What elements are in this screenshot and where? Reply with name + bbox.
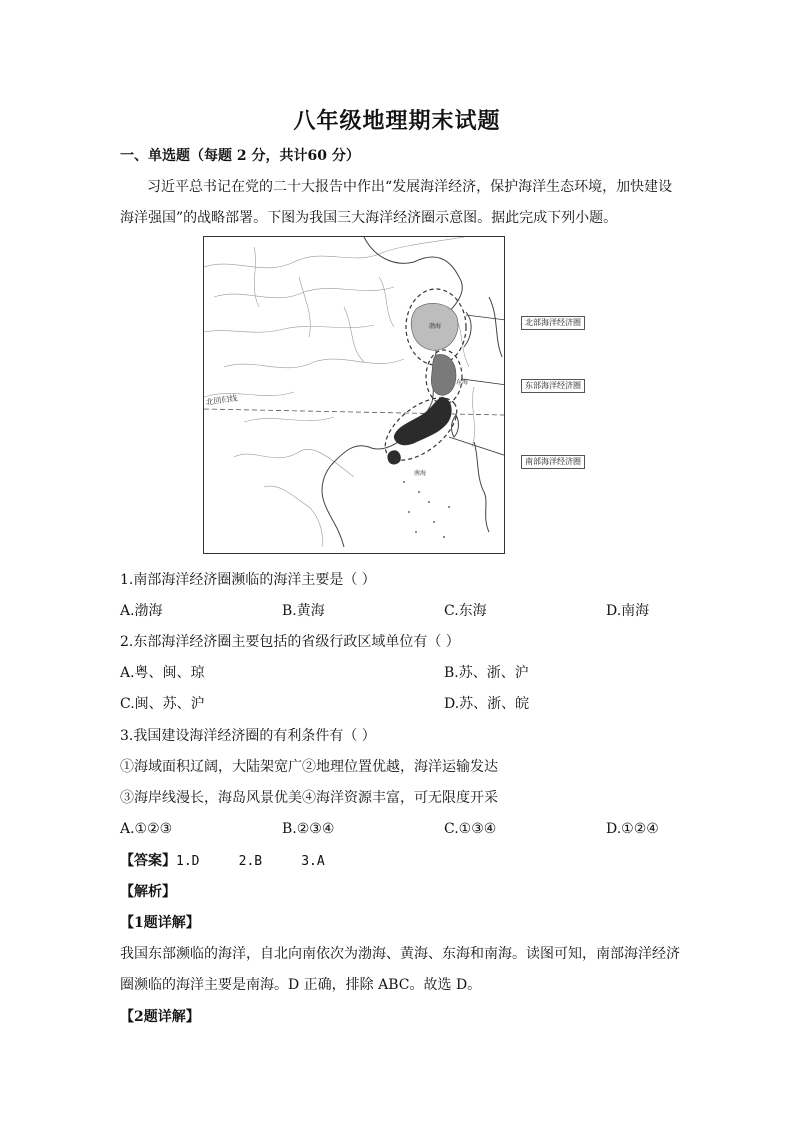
south-zone-region (394, 397, 451, 445)
question-3-stem: 3.我国建设海洋经济圈的有利条件有（ ） (120, 728, 376, 744)
q2-option-d: D.苏、浙、皖 (444, 696, 530, 712)
q1-option-b: B.黄海 (282, 603, 325, 619)
q1-option-d: D.南海 (606, 603, 650, 619)
detail-2-label: 【2题详解】 (120, 1009, 200, 1025)
analysis-label: 【解析】 (120, 884, 176, 900)
tropic-of-cancer-line (204, 409, 504, 415)
bohai-label: 渤海 (429, 323, 442, 330)
q3-option-b: B.②③④ (282, 821, 335, 837)
q3-option-c: C.①③④ (444, 821, 497, 837)
south-zone-callout: 南部海洋经济圈 (521, 455, 585, 469)
answer-row (120, 851, 325, 872)
detail-1-label: 【1题详解】 (120, 915, 200, 931)
answer-label: 【答案】 (120, 853, 176, 869)
detail-1-line-1: 我国东部濒临的海洋，自北向南依次为渤海、黄海、东海和南海。读图可知，南部海洋经济 (120, 946, 680, 962)
q3-statement-2: ③海岸线漫长，海岛风景优美④海洋资源丰富，可无限度开采 (120, 790, 498, 806)
nanhai-label: 南海 (414, 470, 427, 477)
detail-1-line-2: 圈濒临的海洋主要是南海。D 正确，排除 ABC。故选 D。 (120, 977, 482, 993)
question-1-stem: 1.南部海洋经济圈濒临的海洋主要是（ ） (120, 572, 376, 588)
intro-line-1: 习近平总书记在党的二十大报告中作出“发展海洋经济，保护海洋生态环境，加快建设 (147, 179, 673, 195)
answer-text: 1.D 2.B 3.A (176, 854, 325, 869)
donghai-label: 东海 (456, 379, 469, 386)
q3-option-d: D.①②④ (606, 821, 659, 837)
question-2-stem: 2.东部海洋经济圈主要包括的省级行政区域单位有（ ） (120, 634, 460, 650)
tropic-label: 北回归线 (205, 393, 238, 407)
page-title: 八年级地理期末试题 (293, 108, 501, 134)
q2-option-b: B.苏、浙、沪 (444, 665, 529, 681)
east-zone-callout: 东部海洋经济圈 (521, 379, 585, 393)
q1-option-a: A.渤海 (120, 603, 163, 619)
q2-option-a: A.粤、闽、琼 (120, 665, 205, 681)
map-drawing (204, 237, 504, 553)
q3-statement-1: ①海域面积辽阔，大陆架宽广②地理位置优越，海洋运输发达 (120, 759, 498, 775)
east-zone-region (431, 354, 456, 395)
q2-option-c: C.闽、苏、沪 (120, 696, 205, 712)
q1-option-c: C.东海 (444, 603, 487, 619)
q3-option-a: A.①②③ (120, 821, 173, 837)
intro-line-2: 海洋强国”的战略部署。下图为我国三大海洋经济圈示意图。据此完成下列小题。 (120, 210, 618, 226)
marine-economic-zones-map (203, 236, 505, 554)
north-zone-callout: 北部海洋经济圈 (521, 316, 585, 330)
section-heading: 一、单选题（每题 2 分，共计60 分） (120, 148, 360, 164)
